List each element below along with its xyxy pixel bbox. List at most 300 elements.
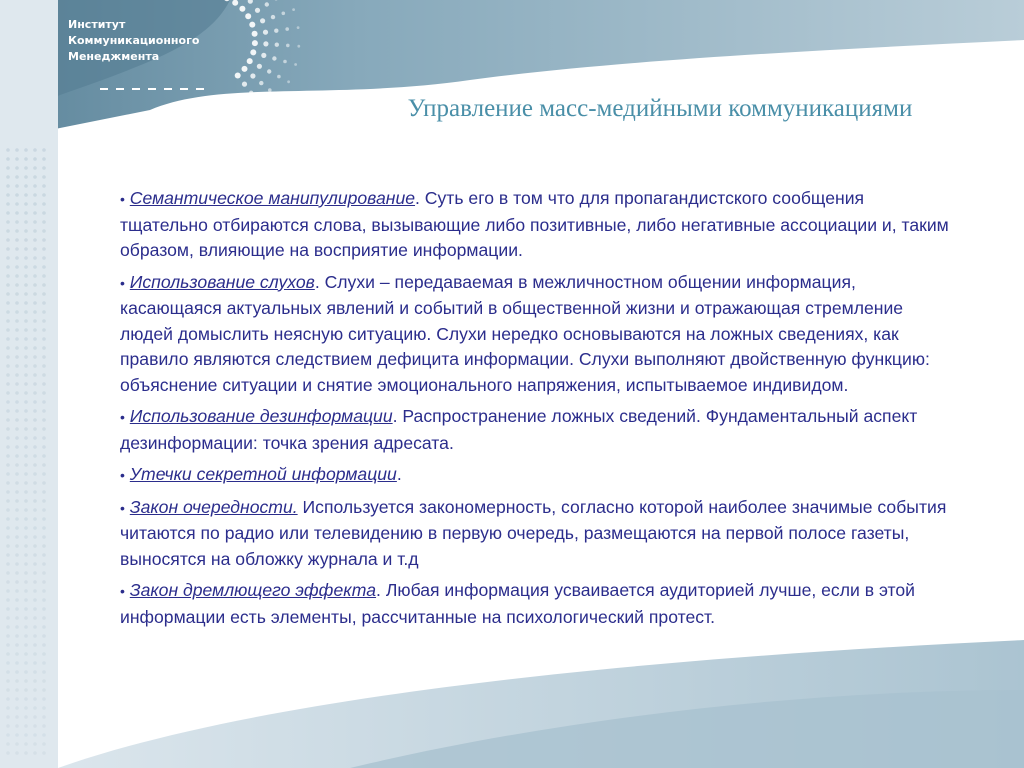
decor-dot [6, 211, 10, 215]
decor-dot [6, 355, 10, 359]
decor-dot [24, 292, 28, 296]
slide-title: Управление масс-медийными коммуникациями [407, 95, 913, 122]
decor-dot [24, 526, 28, 530]
decor-dot [42, 751, 46, 755]
decor-dot [42, 688, 46, 692]
decor-dot [33, 364, 37, 368]
decor-dot [42, 391, 46, 395]
decor-dot [24, 553, 28, 557]
decor-dot [24, 571, 28, 575]
decor-dot [42, 346, 46, 350]
decor-arc-dot [274, 29, 278, 33]
decor-dot [15, 688, 19, 692]
decor-dot [15, 220, 19, 224]
decor-dot [42, 373, 46, 377]
decor-dot [6, 499, 10, 503]
institute-logo [68, 17, 199, 65]
decor-dot [33, 706, 37, 710]
list-item-term: Использование слухов [129, 271, 315, 292]
decor-dot [6, 175, 10, 179]
decor-arc-dot [283, 60, 287, 64]
decor-dot [15, 697, 19, 701]
decor-dot [42, 274, 46, 278]
decor-dot [6, 472, 10, 476]
decor-dot [42, 301, 46, 305]
logo-line-3: Менеджмента [68, 50, 160, 63]
decor-dot [33, 283, 37, 287]
decor-dot [24, 382, 28, 386]
decor-dot [6, 202, 10, 206]
decor-dot [24, 589, 28, 593]
decor-dot [24, 238, 28, 242]
decor-dot [15, 652, 19, 656]
decor-dot [33, 328, 37, 332]
decor-dot [24, 427, 28, 431]
decor-dot [33, 562, 37, 566]
decor-dot [15, 742, 19, 746]
list-item-term: Семантическое манипулирование [129, 188, 416, 208]
decor-dot [15, 715, 19, 719]
decor-arc-dot [245, 13, 251, 19]
decor-dot [24, 229, 28, 233]
bullet-marker: • [120, 467, 125, 483]
decor-arc-dot [263, 41, 268, 46]
decor-dot [15, 517, 19, 521]
decor-dot [15, 463, 19, 467]
decor-dot [33, 247, 37, 251]
decor-dot [15, 238, 19, 242]
decor-arc-dot [272, 56, 276, 60]
decor-dot [33, 661, 37, 665]
decor-dot [6, 436, 10, 440]
decor-arc-dot [263, 30, 268, 35]
decor-dot [24, 508, 28, 512]
decor-dot [15, 373, 19, 377]
decor-dot [33, 679, 37, 683]
decor-arc-dot [263, 109, 266, 112]
decor-dot [33, 274, 37, 278]
decor-dot [33, 400, 37, 404]
decor-dot [6, 697, 10, 701]
decor-dot [42, 481, 46, 485]
decor-dot [15, 643, 19, 647]
decor-dot [6, 706, 10, 710]
decor-dash [148, 88, 156, 90]
decor-dot [42, 328, 46, 332]
decor-dot [15, 193, 19, 197]
bullet-marker: • [120, 499, 125, 516]
bullet-marker: • [120, 191, 125, 207]
decor-dot [24, 355, 28, 359]
decor-arc-dot [255, 8, 260, 13]
decor-dot [42, 499, 46, 503]
decor-dot [24, 535, 28, 539]
decor-dot [33, 202, 37, 206]
decor-dot [15, 472, 19, 476]
decor-dot [33, 544, 37, 548]
decor-dash [100, 88, 108, 90]
decor-arc-dot [286, 44, 290, 48]
logo-line-2: Коммуникационного [68, 34, 200, 47]
decor-dot [42, 517, 46, 521]
decor-dot [33, 625, 37, 629]
decor-dot [33, 634, 37, 638]
decor-arc-dot [242, 82, 247, 87]
decor-dot [24, 472, 28, 476]
decor-dot [6, 364, 10, 368]
decor-dot [42, 337, 46, 341]
decor-dot [42, 526, 46, 530]
decor-dot [15, 382, 19, 386]
decor-dot [42, 661, 46, 665]
decor-dot [33, 220, 37, 224]
decor-dot [42, 571, 46, 575]
decor-dot [6, 247, 10, 251]
decor-dot [33, 175, 37, 179]
decor-dot [6, 490, 10, 494]
decor-arc-dot [261, 53, 266, 58]
decor-dot [6, 661, 10, 665]
decor-dot [33, 454, 37, 458]
decor-arc-dot [285, 27, 289, 31]
decor-dot [24, 517, 28, 521]
decor-dot [24, 274, 28, 278]
decor-dot [33, 724, 37, 728]
list-item-term: Утечки секретной информации [129, 464, 397, 484]
decor-dot [15, 319, 19, 323]
decor-dot [33, 184, 37, 188]
decor-dot [42, 238, 46, 242]
decor-dot [24, 391, 28, 395]
decor-dot [24, 247, 28, 251]
decor-dot [33, 265, 37, 269]
decor-dot [6, 409, 10, 413]
decor-dot [24, 625, 28, 629]
decor-dot [24, 706, 28, 710]
decor-dash [180, 88, 188, 90]
list-item-text: . [396, 464, 402, 484]
decor-dot [15, 625, 19, 629]
decor-dot [24, 490, 28, 494]
decor-dot [6, 526, 10, 530]
decor-dot [6, 292, 10, 296]
decor-dot [42, 553, 46, 557]
list-item-term: Использование дезинформации [129, 406, 393, 426]
decor-dot [15, 733, 19, 737]
decor-dot [24, 598, 28, 602]
decor-dot [6, 679, 10, 683]
decor-dot [15, 436, 19, 440]
bullet-marker: • [120, 274, 125, 291]
decor-dot [15, 283, 19, 287]
decor-dot [24, 328, 28, 332]
decor-dot [24, 661, 28, 665]
decor-dot [42, 490, 46, 494]
decor-dot [33, 319, 37, 323]
decor-dot [15, 418, 19, 422]
decor-dot [6, 670, 10, 674]
decor-dot [15, 535, 19, 539]
decor-dot [6, 607, 10, 611]
decor-dot [33, 751, 37, 755]
decor-dot [24, 148, 28, 152]
decor-dot [42, 355, 46, 359]
list-item [120, 578, 955, 630]
decor-dot [15, 589, 19, 593]
decor-dot [33, 193, 37, 197]
decor-dot [15, 598, 19, 602]
decor-dot [42, 310, 46, 314]
decor-dot [24, 463, 28, 467]
decor-arc-dot [267, 69, 271, 73]
decor-dot [33, 463, 37, 467]
decor-dot [6, 625, 10, 629]
decor-arc-dot [242, 66, 248, 72]
decor-dot [15, 355, 19, 359]
decor-dot [6, 580, 10, 584]
decor-dot [15, 607, 19, 611]
decor-dot [42, 445, 46, 449]
decor-arc-dot [275, 43, 279, 47]
decor-dot [24, 724, 28, 728]
decor-dot [6, 256, 10, 260]
decor-dot [33, 238, 37, 242]
decor-dot [6, 481, 10, 485]
decor-dot [33, 571, 37, 575]
decor-dot [42, 643, 46, 647]
decor-dot [24, 220, 28, 224]
decor-dot [24, 562, 28, 566]
decor-dot [24, 283, 28, 287]
decor-dot [33, 697, 37, 701]
decor-dot [15, 490, 19, 494]
decor-dot [6, 319, 10, 323]
decor-dot [33, 526, 37, 530]
decor-dot [6, 733, 10, 737]
decor-arc-dot [252, 31, 258, 37]
decor-dot [15, 670, 19, 674]
decor-dot [24, 346, 28, 350]
decor-dot [24, 409, 28, 413]
decor-arc-dot [239, 6, 245, 12]
decor-dot [42, 463, 46, 467]
decor-dot [42, 580, 46, 584]
decor-dot [6, 310, 10, 314]
decor-dot [42, 733, 46, 737]
list-item-text: . Слухи – передаваемая в межличностном общении информация, касающаяся актуальных явлений и событий в общественной жизни и отражающая стремление людей домыслить неясную ситуацию. Слухи нередко основываются на ложных сведениях, как правило являются следствием дефицита информации. Слухи выполняют двойственную функцию: объяснение ситуации и снятие эмоционального напряжения, испытываемое индивидом. [120, 271, 930, 395]
decor-dot [15, 427, 19, 431]
decor-dot [42, 607, 46, 611]
decor-dot [15, 364, 19, 368]
decor-arc-dot [257, 64, 262, 69]
decor-arc-dot [277, 96, 280, 99]
decor-dot [33, 508, 37, 512]
decor-dot [6, 688, 10, 692]
decor-arc-dot [271, 15, 275, 19]
decor-dot [42, 292, 46, 296]
decor-dot [42, 589, 46, 593]
decor-dot [15, 274, 19, 278]
decor-dot [15, 157, 19, 161]
decor-dot [6, 562, 10, 566]
decor-dot [15, 724, 19, 728]
decor-dot [33, 418, 37, 422]
list-item [120, 462, 955, 489]
decor-dot [15, 256, 19, 260]
decor-dot [15, 229, 19, 233]
decor-dot [6, 517, 10, 521]
decor-dot [15, 634, 19, 638]
decor-dot [33, 481, 37, 485]
decor-dot [15, 679, 19, 683]
decor-dot [33, 373, 37, 377]
decor-dot [15, 346, 19, 350]
decor-dot [42, 202, 46, 206]
decor-dot [42, 679, 46, 683]
decor-dash [116, 88, 124, 90]
decor-dot [6, 148, 10, 152]
decor-dot [42, 247, 46, 251]
decor-dot [6, 346, 10, 350]
decor-arc-dot [268, 88, 272, 92]
decor-dot [33, 742, 37, 746]
decor-dot [42, 256, 46, 260]
decor-arc-dot [250, 73, 255, 78]
decor-dot [42, 436, 46, 440]
decor-dot [42, 319, 46, 323]
decor-arc-dot [297, 26, 300, 29]
decor-dot [15, 202, 19, 206]
decor-dot [6, 283, 10, 287]
decor-dot [33, 652, 37, 656]
decor-dot [6, 193, 10, 197]
decor-dot [15, 328, 19, 332]
decor-dot [42, 706, 46, 710]
decor-dot [33, 256, 37, 260]
decor-dot [24, 202, 28, 206]
decor-arc-dot [294, 63, 297, 66]
decor-dot [24, 211, 28, 215]
bullet-marker: • [120, 583, 125, 599]
decor-dot [24, 751, 28, 755]
decor-dot [33, 445, 37, 449]
decor-dot [42, 283, 46, 287]
decor-dot [42, 148, 46, 152]
decor-dot [42, 382, 46, 386]
decor-arc-dot [250, 49, 256, 55]
decor-dot [6, 301, 10, 305]
decor-dash [132, 88, 140, 90]
decor-dot [15, 508, 19, 512]
decor-dot [15, 751, 19, 755]
decor-dot [6, 166, 10, 170]
decor-dot [42, 535, 46, 539]
decor-dot [15, 445, 19, 449]
decor-dot [33, 157, 37, 161]
decor-dot [42, 562, 46, 566]
decor-dot [24, 481, 28, 485]
decor-dot [42, 472, 46, 476]
decor-dot [6, 418, 10, 422]
decor-dot [33, 166, 37, 170]
decor-dot [33, 643, 37, 647]
decor-dot [15, 544, 19, 548]
decor-dot [24, 373, 28, 377]
decor-dot [15, 571, 19, 575]
list-item-text: . Суть его в том что для пропагандистского сообщения тщательно отбираются слова, вызывающие либо позитивные, либо негативные ассоциации и, таким образом, влияющие на восприятие информации. [120, 188, 949, 260]
decor-dot [33, 301, 37, 305]
decor-dot [33, 355, 37, 359]
decor-arc-dot [247, 58, 253, 64]
decor-dot [33, 337, 37, 341]
decor-dot [6, 643, 10, 647]
decor-arc-dot [260, 18, 265, 23]
decor-dot [42, 634, 46, 638]
decor-arc-dot [252, 40, 258, 46]
decor-arc-dot [235, 73, 241, 79]
decor-dot [42, 715, 46, 719]
decor-dot [6, 184, 10, 188]
decor-dot [42, 175, 46, 179]
decor-dot [42, 400, 46, 404]
decor-dot [42, 697, 46, 701]
decor-dot [6, 634, 10, 638]
decor-dot [42, 724, 46, 728]
decor-dot [33, 382, 37, 386]
decor-dot [6, 544, 10, 548]
decor-dot [42, 265, 46, 269]
decor-dot [24, 544, 28, 548]
decor-dot [24, 499, 28, 503]
decor-dot [24, 337, 28, 341]
decor-dot [42, 364, 46, 368]
decor-dot [24, 319, 28, 323]
decor-dot [6, 616, 10, 620]
decor-dot [15, 706, 19, 710]
decor-dot [33, 427, 37, 431]
decor-dot [6, 508, 10, 512]
decor-dot [15, 454, 19, 458]
decor-dot [42, 454, 46, 458]
decor-dot [15, 391, 19, 395]
decor-dot [33, 535, 37, 539]
decor-dot [6, 535, 10, 539]
decor-dot [33, 409, 37, 413]
decor-dot [42, 670, 46, 674]
decor-dot [6, 652, 10, 656]
decor-dot [24, 310, 28, 314]
decor-dot [15, 481, 19, 485]
decor-dot [24, 580, 28, 584]
decor-dot [42, 229, 46, 233]
decor-dot [33, 589, 37, 593]
decor-dot [33, 670, 37, 674]
decor-dot [42, 211, 46, 215]
decor-arc-dot [256, 100, 260, 104]
decor-dot [24, 364, 28, 368]
decor-dot [33, 310, 37, 314]
decor-dash [196, 88, 204, 90]
decor-dot [15, 337, 19, 341]
decor-dot [15, 661, 19, 665]
list-item [120, 404, 955, 456]
decor-dot [24, 643, 28, 647]
decor-dot [15, 301, 19, 305]
decor-dot [15, 184, 19, 188]
decor-dot [6, 445, 10, 449]
decor-dot [15, 526, 19, 530]
decor-dot [24, 607, 28, 611]
